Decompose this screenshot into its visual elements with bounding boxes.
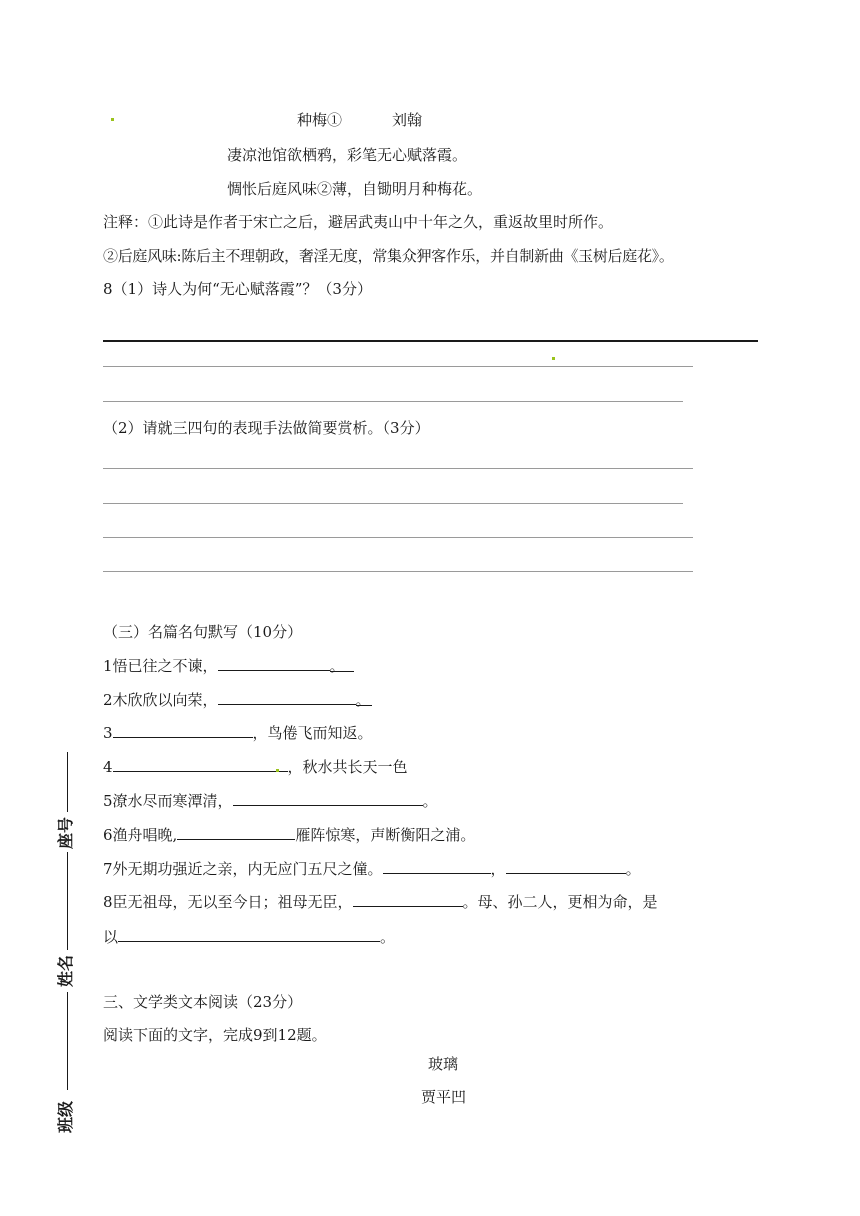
fill-blank[interactable] xyxy=(233,790,423,806)
fill-blank[interactable] xyxy=(218,655,330,671)
note-2: ②后庭风味:陈后主不理朝政，奢淫无度，常集众狎客作乐，并自制新曲《玉树后庭花》。 xyxy=(103,247,674,265)
answer-line[interactable] xyxy=(103,468,693,469)
answer-line[interactable] xyxy=(103,571,693,572)
fill-blank[interactable] xyxy=(383,858,491,874)
decorative-dot xyxy=(276,769,279,772)
recitation-item-4: 4 ，秋水共长天一色 xyxy=(103,758,408,776)
recitation-item-2: 2木欣欣以向荣， 。 xyxy=(103,691,371,709)
fill-blank[interactable] xyxy=(113,756,288,772)
section-3-heading: 三、文学类文本阅读（23分） xyxy=(103,993,303,1011)
poem-author: 刘翰 xyxy=(392,111,423,129)
recitation-item-8: 8臣无祖母，无以至今日；祖母无臣， 。母、孙二人，更相为命，是 xyxy=(103,893,658,911)
fill-blank[interactable] xyxy=(506,858,626,874)
recitation-heading: （三）名篇名句默写（10分） xyxy=(103,623,303,641)
recitation-item-3: 3 ，鸟倦飞而知返。 xyxy=(103,724,373,742)
recitation-item-1: 1悟已往之不谏， 。 xyxy=(103,655,354,676)
fill-blank[interactable] xyxy=(118,926,380,942)
recitation-item-6: 6渔舟唱晚, 雁阵惊寒，声断衡阳之浦。 xyxy=(103,826,476,844)
section-3-instruction: 阅读下面的文字，完成9到12题。 xyxy=(103,1026,327,1044)
sidebar-label-name: 姓名 xyxy=(56,955,75,988)
question-8-part-2: （2）请就三四句的表现手法做简要赏析。（3分） xyxy=(103,419,430,437)
sidebar-label-seat: 座号 xyxy=(56,817,75,850)
sidebar-label-class: 班级 xyxy=(56,1101,75,1134)
fill-blank[interactable] xyxy=(113,722,253,738)
fill-blank[interactable] xyxy=(353,891,463,907)
poem-line-1: 凄凉池馆欲栖鸦，彩笔无心赋落霞。 xyxy=(227,146,468,164)
sidebar-line-class[interactable] xyxy=(67,992,68,1090)
answer-line[interactable] xyxy=(103,537,693,538)
recitation-item-5: 5潦水尽而寒潭清， 。 xyxy=(103,792,438,810)
article-title: 玻璃 xyxy=(428,1055,459,1073)
fill-blank[interactable] xyxy=(218,689,356,705)
question-8-part-1: 8（1）诗人为何“无心赋落霞”？（3分） xyxy=(103,280,372,298)
answer-line[interactable] xyxy=(103,503,683,504)
recitation-item-8-continued: 以 。 xyxy=(103,928,396,946)
article-author: 贾平凹 xyxy=(421,1088,467,1106)
poem-line-2: 惆怅后庭风味②薄，自锄明月种梅花。 xyxy=(227,180,483,198)
decorative-dot xyxy=(111,118,114,121)
fill-blank[interactable] xyxy=(177,824,295,840)
answer-line[interactable] xyxy=(103,401,683,402)
poem-title: 种梅① xyxy=(297,111,343,129)
decorative-dot xyxy=(552,357,555,360)
sidebar-line-name[interactable] xyxy=(67,852,68,950)
recitation-item-7: 7外无期功强近之亲，内无应门五尺之僮。 ， 。 xyxy=(103,860,641,878)
answer-line[interactable] xyxy=(103,366,693,367)
note-1: 注释：①此诗是作者于宋亡之后，避居武夷山中十年之久，重返故里时所作。 xyxy=(103,213,614,231)
separator-rule xyxy=(103,340,758,342)
sidebar-line-seat[interactable] xyxy=(67,752,68,812)
